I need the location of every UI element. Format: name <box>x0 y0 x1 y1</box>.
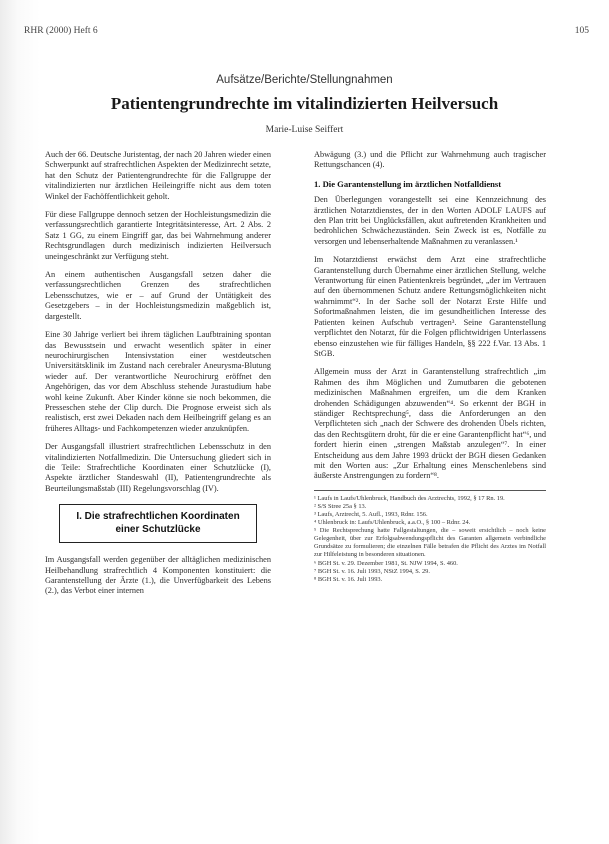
paragraph: Eine 30 Jahrige verliert bei ihrem täglichen Laufbtraining spontan das Bewusstsein und erwacht wesentlich später in einer neurochirurgischen Intensivstation einer westdeutschen Universitätsklinik im Zustand nach cerebraler Aneurysma-Blutung wieder auf. Der verantwortliche Neurochirurg eröffnet den Angehörigen, das vor dem Abschluss stehende Jurastudium habe wohl keine Zukunft. Aber Kinder könne sie noch bekommen, die Presseschen stehe der Clip durch. Die Prognose erweist sich als realistisch, erst zwei Dekaden nach dem Heilbeingriff gelang es an früheres Alltags- und Fachkompetenzen wieder anzuknüpfen. <box>45 330 271 433</box>
left-column <box>45 150 271 605</box>
article-author: Marie-Luise Seiffert <box>265 125 344 135</box>
article-title: Patientengrundrechte im vitalindizierten Heilversuch <box>110 94 499 113</box>
boxed-section-heading: I. Die strafrechtlichen Koordinaten einer Schutzlücke <box>59 504 257 543</box>
footnote: ⁴ Uhlenbruck in: Laufs/Uhlenbruck, a.a.O., § 100 – Rdnr. 24. <box>314 519 471 527</box>
paragraph: Allgemein muss der Arzt in Garantenstellung strafrechtlich „im Rahmen des ihm Möglichen und Zumutbaren die gebotenen medizinischen Maßnahmen ergreifen, um die dem Kranken drohenden Schädigungen abzuwenden“⁴. So erkennt der BGH in ständiger Rechtsprechung⁵, dass die Anforderungen an den Verpflichteten sich „nach der Schwere des drohenden Übels richten, das den Rechtsgütern droht, für die er eine Garantenpflicht hat“⁶, und fordert hierin einen „strengen Maßstab anzulegen“⁷. In einer Entscheidung aus dem Jahre 1993 drückt der BGH diesen Gedanken mit den Worten aus: „Zur Erhaltung eines Menschenlebens sind äußerste Anstrengungen zu fordern“⁸. <box>314 367 546 481</box>
footnote: ⁸ BGH St. v. 16. Juli 1993. <box>314 575 383 583</box>
paragraph: An einem authentischen Ausgangsfall setzen daher die verfassungsrechtlichen Grenzen des strafrechtlichen Lebensschutzes, wie er – auf Grund der Untätigkeit des Gesetzgebers – in der Hochleistungsmedizin maßgeblich ist, dargestellt. <box>45 270 271 321</box>
footnote: ⁵ Die Rechtsprechung hatte Fallgestaltungen, die – soweit ersichtlich – noch keine Gelegenheit, über zur Erfolgsabwendungspflicht des Garanten allgemein verbindliche Grundsätze zu formulieren; die einzelnen Fälle betrafen die Pflicht des Arztes im Notfall zur Hilfeleistung in besonderen situationen. <box>314 527 546 559</box>
paragraph: Im Ausgangsfall werden gegenüber der alltäglichen medizinischen Heilbehandlung strafrechtlich 4 Komponenten konstituiert: die Garantenstellung der Ärzte (1.), die Unverfügbarkeit des Lebens (2.), das Verbot einer internen <box>45 555 271 596</box>
right-column <box>314 150 546 584</box>
paragraph: Für diese Fallgruppe dennoch setzen der Hochleistungsmedizin die verfassungsrechtlich garantierte Integritätsinteresse, Art. 2 Abs. 2 Satz 1 GG, zu einem Eingriff gar, das bei Wahrnehmung anderer Rechtsgrundlagen durch medizinisch indizierten Heilversuch uneingeschränkt zur Verfügung steht. <box>45 210 271 261</box>
section-label: Aufsätze/Berichte/Stellungnahmen <box>216 74 393 86</box>
paragraph: Abwägung (3.) und die Pflicht zur Wahrnehmung auch tragischer Rettungschancen (4). <box>314 150 546 170</box>
subsection-heading: 1. Die Garantenstellung im ärztlichen Notfalldienst <box>314 178 502 189</box>
paragraph: Auch der 66. Deutsche Juristentag, der nach 20 Jahren wieder einen Schwerpunkt auf strafrechtlichen Aspekten der Medizinrecht setzte, hat den Schutz der Patientengrundrechte für die Fallgruppe der vitalindizierten nur ärztlichen Heileingriffe nicht aus dem toten Winkel der Fachöffentlichkeit geholt. <box>45 150 271 201</box>
footnote: ² S/S Stree 25a § 13. <box>314 502 367 510</box>
paragraph: Den Überlegungen vorangestellt sei eine Kennzeichnung des ärztlichen Notarztdienstes, der in den Worten ADOLF LAUFS auf den Plan tritt bei Unglücksfällen, akut auftretenden Krankheiten und bedrohlichen Schwächezuständen. Sein Zweck ist es, Notfälle zu versorgen und lebenserhaltende Maßnahmen zu veranlassen.¹ <box>314 195 546 246</box>
footnotes <box>314 490 546 584</box>
footnote: ⁷ BGH St. v. 16. Juli 1993, NStZ 1994, S. 29. <box>314 567 430 575</box>
footnote: ³ Laufs, Arztrecht, 5. Aufl., 1993, Rdnr. 156. <box>314 510 428 518</box>
paragraph: Im Notarztdienst erwächst dem Arzt eine strafrechtliche Garantenstellung durch Übernahme einer ärztlichen Stellung, welche Verantwortung für einen Patientenkreis begründet, „der im Vertrauen auf den übernommenen Schutz andere Rettungsmöglichkeiten nicht wahrnimmt“². In der Sache soll der Notarzt Erste Hilfe und Sofortmaßnahmen leisten, die im gesundheitlichen Interesse des Patienten keinen Aufschub vertragen³. Seine Garantenstellung verpflichtet den Notarzt, für die Folgen pflichtwidrigen Unterlassens ebenso einzustehen wie für fälliges Handeln, §§ 222 f.Var. 13 Abs. 1 StGB. <box>314 255 546 358</box>
journal-citation: RHR (2000) Heft 6 <box>24 26 98 36</box>
footnote: ⁶ BGH St. v. 29. Dezember 1981, St. NJW 1994, S. 460. <box>314 559 458 567</box>
footnote: ¹ Laufs in Laufs/Uhlenbruck, Handbuch des Arztrechts, 1992, § 17 Rn. 19. <box>314 494 505 502</box>
running-head <box>24 26 589 36</box>
paragraph: Der Ausgangsfall illustriert strafrechtlichen Lebensschutz in den vitalindizierten Notfallmedizin. Die Untersuchung gliedert sich in die Teile: Strafrechtliche Koordinaten einer Schutzlücke (I), Aspekte ärztlicher Standeswahl (II), Patientengrundrechte als Beurteilungsmaßstab (III) Regelungsvorschlag (IV). <box>45 442 271 493</box>
page-number: 105 <box>574 26 589 36</box>
